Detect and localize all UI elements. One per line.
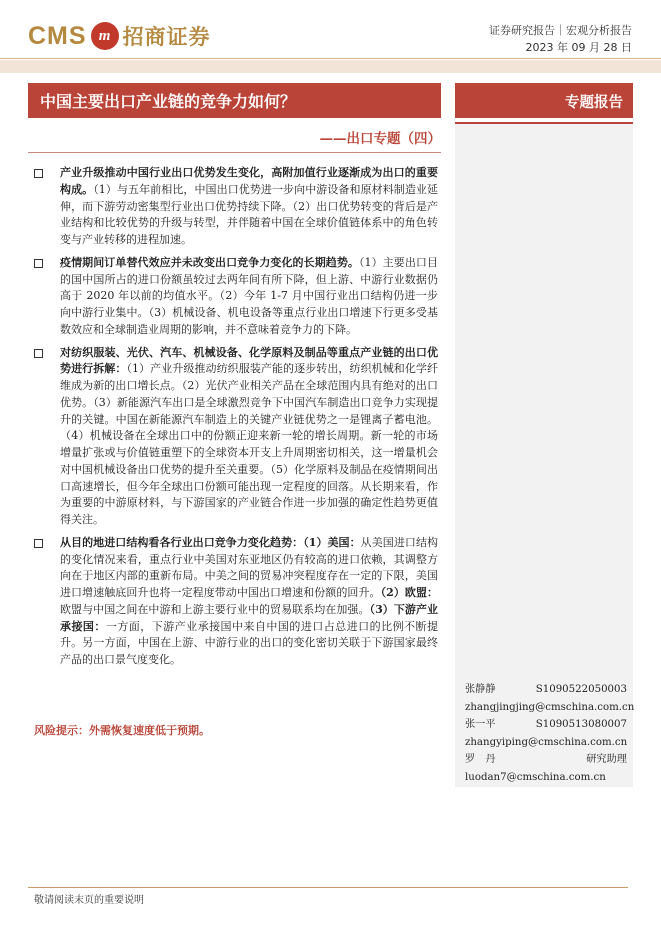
risk-warning: 风险提示：外需恢复速度低于预期。 <box>34 724 210 737</box>
point-text: （1）产业升级推动纺织服装产能的逐步转出，纺织机械和化学纤维成为新的出口增长点。（2）光伏产业相关产品在全球范围内具有绝对的出口优势。（3）新能源汽车出口是全球激烈竞争下中国汽车制造出口竞争力实现提升的关键。中国在新能源汽车制造上的关键产业链优势之一是锂离子蓄电池。（4）机械设备在全球出口中的份额正迎来新一轮的增长周期。新一轮的市场增量扩张或与价值链重塑下的全球资本开支上升周期密切相关，这一增量机会对中国机械设备出口优势的提升至关重要。（5）化学原料及制品在疫情期间出口高速增长，但今年全球出口份额可能出现一定程度的回落。从长期来看，作为重要的中游原材料，与下游国家的产业链合作进一步加强的确定性趋势更值得关注。 <box>60 362 439 526</box>
summary-point <box>34 165 438 249</box>
analyst-id: S1090513080007 <box>535 719 627 730</box>
summary-body <box>34 165 438 675</box>
analyst-id: 研究助理 <box>586 754 627 765</box>
analyst-email[interactable]: zhangjingjing@cmschina.com.cn <box>465 701 635 713</box>
summary-point <box>34 535 438 669</box>
analyst-row <box>465 681 627 699</box>
point-text: （1）主要出口目的国中国所占的进口份额虽较过去两年间有所下降，但上游、中游行业数据仍高于 2020 年以前的均值水平。（2）今年 1-7 月中国行业出口结构仍进一步向中游行业集中。（3）机械设备、机电设备等重点行业出口增速下行更多受基数效应和全球制造业周期的影响，并不意味着竞争力的下降。 <box>60 255 438 336</box>
point-heading: 对纺织服装、光伏、汽车、机械设备、化学原料及制品等重点产业链的出口优势进行拆解： <box>60 345 438 376</box>
analyst-id: S1090522050003 <box>535 684 627 695</box>
summary-point <box>34 255 438 339</box>
analyst-email[interactable]: luodan7@cmschina.com.cn <box>465 771 606 783</box>
footer-divider <box>28 887 628 888</box>
header-divider <box>0 58 661 59</box>
bullet-square-icon <box>34 169 43 178</box>
bullet-square-icon <box>34 349 43 358</box>
analyst-row <box>465 716 627 734</box>
summary-point <box>34 345 438 529</box>
bullet-square-icon <box>34 259 43 268</box>
point-heading: 产业升级推动中国行业出口优势发生变化，高附加值行业逐渐成为出口的重要构成。 <box>60 166 438 196</box>
report-date: 2023 年 09 月 28 日 <box>525 41 632 54</box>
analyst-name: 张静静 <box>465 684 496 695</box>
point-text: 欧盟与中国之间在中游和上游主要行业中的贸易联系均在加强。 <box>60 602 370 616</box>
analyst-row <box>465 751 627 769</box>
point-heading: 从目的地进口结构看各行业出口竞争力变化趋势：（1）美国： <box>60 535 361 549</box>
analyst-name: 张一平 <box>465 719 496 730</box>
header-band <box>0 60 661 73</box>
report-subtitle: ——出口专题（四） <box>319 131 441 147</box>
footer-note: 敬请阅读末页的重要说明 <box>34 895 144 906</box>
bullet-square-icon <box>34 539 43 548</box>
logo-company-name: 招商证券 <box>122 25 211 49</box>
sidebar-divider <box>455 122 633 124</box>
report-title: 中国主要出口产业链的竞争力如何？ <box>40 92 297 111</box>
point-text: （1）与五年前相比，中国出口优势进一步向中游设备和原材料制造业延伸，而下游劳动密集型行业出口优势持续下降。（2）出口优势转变的背后是产业结构和比较优势的升级与转型，并伴随着中国在全球价值链体系中的角色转变与产业转移的进程加速。 <box>60 182 439 246</box>
point-subheading: （3）下游产业承接国： <box>60 602 439 633</box>
company-logo <box>28 16 211 56</box>
point-text: 一方面，下游产业承接国中来自中国的进口占总进口的比例不断提升。另一方面，中国在上游、中游行业的出口的变化密切关联于下游国家最终产品的出口景气度变化。 <box>60 619 438 666</box>
report-type-label: 专题报告 <box>565 94 623 111</box>
analyst-name: 罗 丹 <box>465 754 496 765</box>
analyst-email[interactable]: zhangyiping@cmschina.com.cn <box>465 736 628 748</box>
title-bar <box>28 83 441 118</box>
logo-cms-text: CMS <box>28 21 87 50</box>
analyst-list <box>465 681 635 786</box>
point-text: 从美国进口结构的变化情况来看，重点行业中美国对东亚地区仍有较高的进口依赖，其调整方向在于地区内部的重新布局。中美之间的贸易冲突程度存在一定的下限，美国进口增速触底回升也将一定程度带动中国出口增速和份额的回升。 <box>60 535 438 599</box>
report-category: 证券研究报告｜宏观分析报告 <box>489 24 632 37</box>
logo-mark-icon: m <box>91 22 119 50</box>
report-meta <box>489 22 632 56</box>
point-subheading: （2）欧盟： <box>380 586 439 599</box>
report-type-banner <box>455 83 633 118</box>
point-heading: 疫情期间订单替代效应并未改变出口竞争力变化的长期趋势。 <box>60 255 359 269</box>
title-underline <box>28 152 441 153</box>
